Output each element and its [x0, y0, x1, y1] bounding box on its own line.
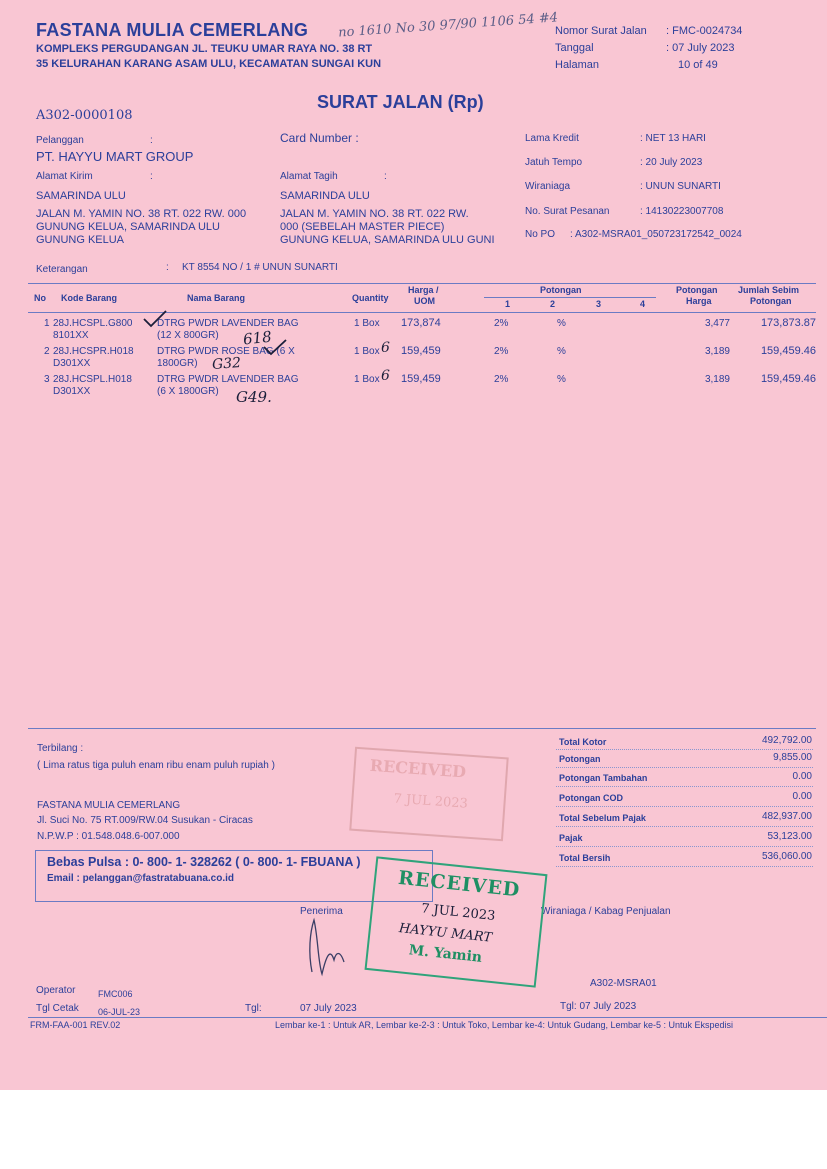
company-name: FASTANA MULIA CEMERLANG	[36, 20, 309, 40]
sales-code: A302-MSRA01	[590, 978, 657, 989]
total-value: 482,937.00	[761, 811, 812, 822]
tanggal-label: Tanggal	[555, 42, 594, 54]
doc-code: A302-0000108	[36, 108, 133, 123]
totals-separator	[556, 866, 813, 867]
row-jumlah: 159,459.46	[760, 373, 816, 385]
total-value: 0.00	[792, 771, 812, 782]
received-stamp	[365, 856, 548, 987]
alamat-kirim-label: Alamat Kirim	[36, 171, 93, 182]
th-potongan-harga-2: Harga	[686, 296, 712, 306]
terbilang-value: ( Lima ratus tiga puluh enam ribu enam puluh rupiah )	[37, 760, 275, 771]
tgl-label: Tgl:	[245, 1003, 262, 1014]
stamp-received: RECEIVED	[397, 866, 522, 902]
nomor-label: Nomor Surat Jalan	[555, 25, 647, 37]
row-qty: 1 Box	[354, 346, 380, 357]
row-harga: 159,459	[401, 373, 441, 385]
alamat-kirim-line-1: JALAN M. YAMIN NO. 38 RT. 022 RW. 000	[36, 208, 247, 220]
th-potongan-harga-1: Potongan	[676, 285, 718, 295]
checkmark-icon	[142, 309, 168, 329]
surat-pesanan-label: No. Surat Pesanan	[525, 206, 610, 217]
row-jumlah: 173,873.87	[760, 317, 816, 329]
row-potongan-harga: 3,477	[704, 318, 730, 329]
terbilang-label: Terbilang :	[37, 743, 84, 754]
th-jumlah-1: Jumlah Sebim	[738, 285, 800, 295]
row-potongan-harga: 3,189	[704, 374, 730, 385]
footer-top-rule	[28, 728, 816, 729]
alamat-kirim-colon: :	[150, 171, 153, 182]
th-p1: 1	[505, 299, 511, 309]
row-kode-2: 8101XX	[53, 330, 89, 341]
alamat-kirim-line-3: GUNUNG KELUA	[36, 234, 125, 246]
row-kode-1: 28J.HCSPL.H018	[53, 374, 132, 385]
th-jumlah-2: Potongan	[750, 296, 792, 306]
pelanggan-colon: :	[150, 135, 153, 146]
total-label: Pajak	[559, 833, 583, 843]
checkmark-icon	[262, 338, 288, 358]
tgl-2: Tgl: 07 July 2023	[560, 1001, 637, 1012]
keterangan-label: Keterangan	[36, 264, 88, 275]
row-disc-1: 2%	[494, 374, 509, 385]
row-nama-2: 1800GR)	[157, 358, 198, 369]
total-value: 53,123.00	[767, 831, 812, 842]
alamat-tagih-label: Alamat Tagih	[280, 171, 338, 182]
row-harga: 173,874	[401, 317, 441, 329]
faded-stamp-text: RECEIVED	[369, 755, 467, 782]
total-label: Potongan	[559, 754, 601, 764]
row-nama-1: DTRG PWDR LAVENDER BAG	[157, 318, 299, 329]
row-kode-2: D301XX	[53, 358, 91, 369]
pelanggan-value: PT. HAYYU MART GROUP	[36, 149, 194, 164]
totals-separator	[556, 786, 813, 787]
bottom-rule	[28, 1017, 827, 1018]
th-p4: 4	[640, 299, 646, 309]
lama-kredit-label: Lama Kredit	[525, 133, 579, 144]
row-nama-1: DTRG PWDR ROSE BAG (6 X	[157, 346, 295, 357]
totals-separator	[556, 749, 813, 750]
lembar-info: Lembar ke-1 : Untuk AR, Lembar ke-2-3 : Untuk Toko, Lembar ke-4: Untuk Gudang, Lembar ke-5 : Untuk Ekspedisi	[275, 1020, 734, 1030]
total-label: Potongan Tambahan	[559, 773, 648, 783]
totals-separator	[556, 826, 813, 827]
no-po-label: No PO	[525, 229, 556, 240]
faded-stamp-date: 7 JUL 2023	[393, 791, 469, 812]
handwritten-note-row-2: G32	[211, 355, 242, 373]
row-no: 3	[44, 374, 50, 385]
contact-pulsa: Bebas Pulsa : 0- 800- 1- 328262 ( 0- 800- 1- FBUANA )	[47, 855, 361, 869]
footer-npwp: N.P.W.P : 01.548.048.6-007.000	[37, 831, 180, 842]
card-number-label: Card Number :	[280, 131, 359, 145]
alamat-kirim-city: SAMARINDA ULU	[36, 190, 126, 202]
no-po-value: : A302-MSRA01_050723172542_0024	[570, 229, 742, 240]
form-code: FRM-FAA-001 REV.02	[30, 1020, 121, 1030]
row-disc-2: %	[557, 374, 566, 385]
th-p2: 2	[550, 299, 556, 309]
operator-value: FMC006	[98, 989, 133, 999]
th-nama: Nama Barang	[187, 293, 246, 303]
keterangan-colon: :	[166, 262, 169, 273]
total-label: Potongan COD	[559, 793, 623, 803]
tgl-value: 07 July 2023	[300, 1003, 357, 1014]
table-top-rule	[28, 283, 816, 284]
total-value: 536,060.00	[761, 851, 812, 862]
total-label: Total Kotor	[559, 737, 607, 747]
stamp-store: HAYYU MART	[398, 921, 493, 946]
footer-company-address: Jl. Suci No. 75 RT.009/RW.04 Susukan - Ciracas	[37, 815, 253, 826]
row-disc-2: %	[557, 346, 566, 357]
wiraniaga-value: : UNUN SUNARTI	[640, 181, 721, 192]
jatuh-tempo-label: Jatuh Tempo	[525, 157, 583, 168]
alamat-tagih-line-3: GUNUNG KELUA, SAMARINDA ULU GUNI	[280, 234, 495, 246]
tgl-cetak-label: Tgl Cetak	[36, 1003, 79, 1014]
pelanggan-label: Pelanggan	[36, 135, 84, 146]
wiraniaga-label: Wiraniaga	[525, 181, 571, 192]
potongan-rule	[484, 297, 656, 298]
row-jumlah: 159,459.46	[760, 345, 816, 357]
wiraniaga-sign-label: Wiraniaga / Kabag Penjualan	[541, 906, 671, 917]
th-potongan: Potongan	[540, 285, 582, 295]
handwritten-qty-mark: 6	[381, 368, 390, 384]
row-nama-2: (12 X 800GR)	[157, 330, 219, 341]
row-disc-1: 2%	[494, 346, 509, 357]
totals-separator	[556, 806, 813, 807]
alamat-tagih-colon: :	[384, 171, 387, 182]
th-kode: Kode Barang	[61, 293, 118, 303]
handwritten-qty-mark: 6	[381, 340, 390, 356]
halaman-value: 10 of 49	[678, 59, 718, 71]
row-no: 2	[44, 346, 50, 357]
surat-pesanan-value: : 14130223007708	[640, 206, 724, 217]
keterangan-value: KT 8554 NO / 1 # UNUN SUNARTI	[182, 262, 338, 273]
nomor-value: : FMC-0024734	[666, 25, 743, 37]
penerima-label: Penerima	[300, 906, 343, 917]
footer-company-name: FASTANA MULIA CEMERLANG	[37, 800, 181, 811]
halaman-label: Halaman	[555, 59, 600, 71]
th-p3: 3	[596, 299, 602, 309]
company-address-2: 35 KELURAHAN KARANG ASAM ULU, KECAMATAN SUNGAI KUN	[36, 58, 382, 70]
th-qty: Quantity	[352, 293, 389, 303]
row-potongan-harga: 3,189	[704, 346, 730, 357]
total-label: Total Sebelum Pajak	[559, 813, 646, 823]
row-kode-2: D301XX	[53, 386, 91, 397]
row-kode-1: 28J.HCSPL.G800	[53, 318, 133, 329]
th-no: No	[34, 293, 46, 303]
jatuh-tempo-value: : 20 July 2023	[640, 157, 703, 168]
row-nama-2: (6 X 1800GR)	[157, 386, 219, 397]
row-qty: 1 Box	[354, 318, 380, 329]
th-harga-1: Harga /	[408, 285, 439, 295]
row-no: 1	[44, 318, 50, 329]
operator-label: Operator	[36, 985, 76, 996]
row-qty: 1 Box	[354, 374, 380, 385]
alamat-tagih-city: SAMARINDA ULU	[280, 190, 370, 202]
total-value: 492,792.00	[761, 735, 812, 746]
alamat-kirim-line-2: GUNUNG KELUA, SAMARINDA ULU	[36, 221, 220, 233]
faded-stamp	[349, 747, 508, 842]
signature-icon	[300, 912, 360, 982]
th-harga-2: UOM	[414, 296, 435, 306]
row-nama-1: DTRG PWDR LAVENDER BAG	[157, 374, 299, 385]
totals-separator	[556, 767, 813, 768]
tanggal-value: : 07 July 2023	[666, 42, 735, 54]
row-kode-1: 28J.HCSPR.H018	[53, 346, 134, 357]
stamp-date: 7 JUL 2023	[420, 901, 496, 925]
totals-separator	[556, 846, 813, 847]
contact-email: Email : pelanggan@fastratabuana.co.id	[47, 873, 235, 884]
doc-title: SURAT JALAN (Rp)	[317, 92, 484, 112]
alamat-tagih-line-1: JALAN M. YAMIN NO. 38 RT. 022 RW.	[280, 208, 469, 220]
lama-kredit-value: : NET 13 HARI	[640, 133, 706, 144]
total-label: Total Bersih	[559, 853, 611, 863]
row-harga: 159,459	[401, 345, 441, 357]
total-value: 0.00	[792, 791, 812, 802]
alamat-tagih-line-2: 000 (SEBELAH MASTER PIECE)	[280, 221, 445, 233]
company-address-1: KOMPLEKS PERGUDANGAN JL. TEUKU UMAR RAYA NO. 38 RT	[36, 43, 373, 55]
row-disc-1: 2%	[494, 318, 509, 329]
top-handwriting: no 1610 No 30 97/90 1106 54 #4	[337, 10, 559, 41]
tgl-cetak-value: 06-JUL-23	[98, 1007, 141, 1017]
handwritten-note-row-1: 618	[242, 327, 273, 349]
row-disc-2: %	[557, 318, 566, 329]
stamp-name: M. Yamin	[407, 942, 483, 966]
total-value: 9,855.00	[773, 752, 812, 763]
handwritten-note-row-3: G49.	[236, 388, 272, 406]
